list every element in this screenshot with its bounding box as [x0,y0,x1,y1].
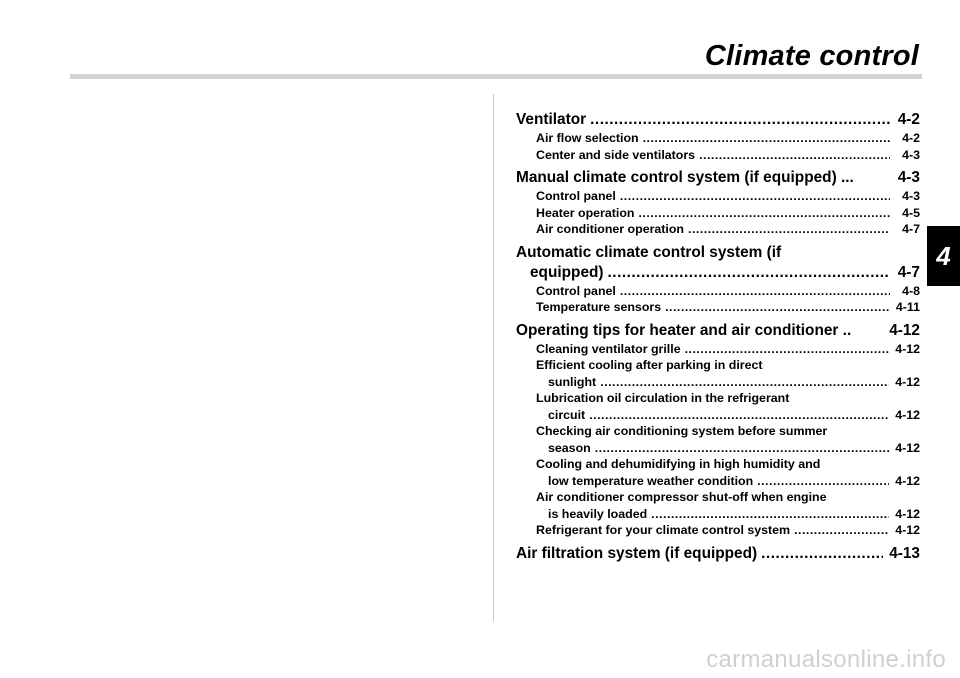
toc-entry-title: Temperature sensors [536,300,662,314]
toc-entry-title: Control panel [536,189,616,203]
toc-entry[interactable] [516,490,920,523]
toc-entry-line [516,264,920,284]
toc-entry[interactable] [516,222,920,239]
toc-page-number: 4-5 [902,205,920,220]
toc-page-number: 4-7 [902,222,920,236]
dot-leader [643,131,890,145]
dot-leader [590,111,890,129]
toc-entry-line [536,131,920,148]
toc-entry-title: equipped) [530,263,604,281]
toc-page-number: 4-2 [897,111,920,128]
toc-page-number: 4-13 [889,544,920,562]
toc-entry-line [536,189,920,206]
toc-entry-title: sunlight [548,374,597,389]
toc-entry-line [516,322,920,342]
toc-entry-line [536,523,920,540]
toc-entry[interactable] [516,358,920,391]
toc-entry-title: Lubrication oil circulation in the refrigerant [536,391,790,405]
toc-entry-line [536,222,920,239]
toc-entry[interactable] [516,523,920,540]
toc-entry[interactable] [516,457,920,490]
toc-entry-title: circuit [548,407,586,422]
dot-leader [794,523,889,537]
toc-entry-title: Air flow selection [536,131,639,145]
toc-entry-line [516,545,920,565]
toc-entry-line [516,111,920,131]
column-divider [493,94,494,621]
toc-entry-line [536,342,920,359]
toc-entry[interactable] [516,391,920,424]
chapter-tab[interactable]: 4 [927,226,960,286]
toc-entry-title: is heavily loaded [548,506,648,521]
toc-page-number: 4-12 [895,523,920,537]
toc-entry-title: low temperature weather condition [548,473,754,488]
toc-entry-line [536,148,920,165]
dot-leader [688,222,890,236]
toc-entry-title: Heater operation [536,205,635,220]
toc-entry-line [536,358,920,375]
toc-entry-title: season [548,440,591,455]
toc-entry[interactable] [516,206,920,223]
header-rule [70,74,922,79]
toc-page-number: 4-3 [897,169,920,186]
watermark: carmanualsonline.info [706,646,946,673]
dot-leader [761,545,883,563]
toc-page-number: 4-12 [895,407,920,422]
toc-page-number: 4-11 [895,300,920,314]
toc-entry-title: Cleaning ventilator grille [536,341,681,356]
toc-page-number: 4-3 [902,189,920,203]
dot-leader [620,189,890,203]
dot-leader [589,408,889,422]
toc-entry[interactable] [516,111,920,131]
toc-entry-line [536,457,920,474]
toc-entry-title: Manual climate control system (if equipped) ... [516,169,854,186]
toc-entry-line [536,206,920,223]
toc-entry-line [536,474,920,491]
dot-leader [595,441,889,455]
toc-entry-line [536,391,920,408]
toc-entry-title: Air filtration system (if equipped) [516,544,758,562]
page-title: Climate control [704,40,919,72]
dot-leader [685,342,890,356]
toc-entry-title: Efficient cooling after parking in direct [536,358,763,372]
toc-entry-line [536,441,920,458]
toc-entry-title: Automatic climate control system (if [516,243,782,261]
toc-entry[interactable] [516,244,920,284]
dot-leader [665,300,890,314]
dot-leader [699,148,890,162]
toc-entry-line [536,300,920,317]
toc-entry-line [536,424,920,441]
toc-entry[interactable] [516,148,920,165]
toc-page-number: 4-12 [889,321,920,339]
dot-leader [608,264,890,282]
toc-entry[interactable] [516,545,920,565]
toc-entry[interactable] [516,322,920,342]
dot-leader [600,375,889,389]
toc-entry-title: Cooling and dehumidifying in high humidity and [536,457,821,471]
dot-leader [651,507,889,521]
toc-entry-line [536,507,920,524]
toc-entry-title: Refrigerant for your climate control system [536,523,791,537]
toc-entry[interactable] [516,189,920,206]
toc-entry-title: Operating tips for heater and air conditioner .. [516,321,852,339]
toc-entry[interactable] [516,342,920,359]
toc-page-number: 4-7 [897,263,920,281]
toc-entry[interactable] [516,424,920,457]
toc-entry-line [536,490,920,507]
toc-entry-title: Ventilator [516,111,587,128]
toc-entry-title: Center and side ventilators [536,147,696,162]
dot-leader [620,284,890,298]
toc-page-number: 4-12 [895,506,920,521]
toc-page-number: 4-8 [902,283,920,298]
toc-page-number: 4-3 [902,147,920,162]
toc-entry-line [536,408,920,425]
toc-entry-line [536,284,920,301]
toc-page-number: 4-2 [902,131,920,145]
toc-page-number: 4-12 [895,374,920,389]
toc-entry-line [516,169,920,189]
toc-entry-title: Checking air conditioning system before summer [536,424,828,438]
dot-leader [757,474,889,488]
toc-entry[interactable] [516,284,920,301]
toc-entry[interactable] [516,300,920,317]
toc-entry-line [516,244,920,264]
toc-entry[interactable] [516,131,920,148]
toc-page-number: 4-12 [895,440,920,455]
toc-entry[interactable] [516,169,920,189]
toc-page-number: 4-12 [895,473,920,488]
toc-entry-title: Air conditioner operation [536,222,685,236]
toc-entry-title: Control panel [536,283,616,298]
dot-leader [638,206,890,220]
toc-page-number: 4-12 [895,341,920,356]
toc-entry-line [536,375,920,392]
table-of-contents [516,111,920,565]
toc-entry-title: Air conditioner compressor shut-off when engine [536,490,827,504]
